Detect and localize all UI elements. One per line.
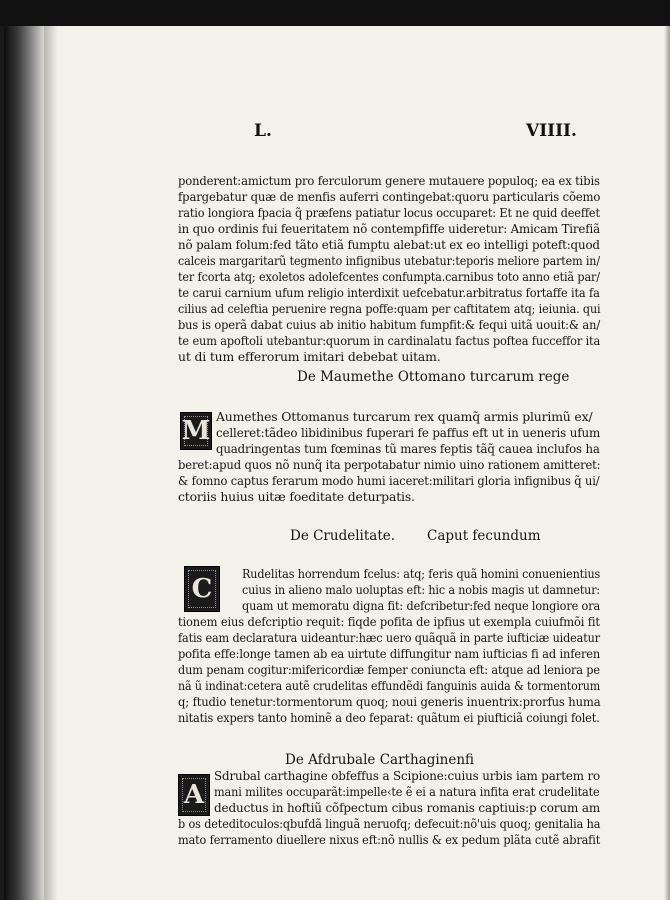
- text-line: mani milites occuparãt:impelle‹te ẽ ei a natura infita erat crudelitate: [214, 784, 600, 799]
- text-line: nitatis expers tanto hominẽ a deo feparat: quãtum ei piufticiã coiungi folet.: [178, 710, 600, 725]
- text-line: Rudelitas horrendum fcelus: atq; feris quã homini conuenientius: [242, 566, 601, 581]
- text-line: ratio longiora fpacia q̃ præfens patiatur locus occuparet: Et ne quid deeffet: [178, 205, 600, 220]
- text-line: nõ palam folum:fed tãto etiã fumptu alebat:ut ex eo intelligi poteft:quod: [178, 237, 600, 252]
- text-line: pofita effe:longe tamen ab ea uirtute diffungitur nam iufticias fi ad inferen: [178, 646, 601, 661]
- text-line: & fomno captus ferarum modo humi iaceret:militari gloria infignibus q̃ ui/: [178, 473, 600, 488]
- text-line: ponderent:amictum pro ferculorum genere mutauere populoq; ea ex tibis: [178, 173, 600, 188]
- text-line: mato ferramento diuellere nixus eft:nõ nullis & ex pedum plãta cutẽ abrafit: [178, 832, 601, 847]
- text-line: ctoriis huius uitæ foeditate deturpatis.: [178, 489, 415, 504]
- text-line: fpargebatur quæ de menfis auferri contingebat:quoru particularis cõemo: [178, 189, 601, 204]
- scan-border: [0, 0, 670, 26]
- text-line: Sdrubal carthagine obfeffus a Scipione:cuius urbis iam partem ro: [214, 768, 600, 783]
- text-line: nã ũ indinat:cetera autẽ crudelitas effundẽdi fanguinis auida & tormentorum: [178, 678, 601, 693]
- section-heading: De Afdrubale Carthaginenfi: [285, 752, 475, 768]
- text-line: fatis eam declaratura uideantur:hæc uero quãquã in parte iufticiæ uideatur: [178, 630, 600, 645]
- page-edge: [664, 26, 670, 900]
- text-line: bus is operã dabat cuius ab initio habitum fumpfit:& fequi uitã uouit:& an/: [178, 317, 601, 332]
- text-line: cuius in alieno malo uoluptas eft: hic a nobis magis ut damnetur:: [242, 582, 601, 597]
- decorated-initial: M: [180, 412, 212, 450]
- text-line: dum penam cogitur:mifericordiæ femper coniuncta eft: atque ad leniora pe: [178, 662, 600, 677]
- text-line: quam ut memoratu digna fit: defcribetur:fed neque longiore ora: [242, 598, 601, 613]
- folio-number: VIIII.: [526, 121, 577, 141]
- section-heading: De Maumethe Ottomano turcarum rege: [297, 369, 570, 385]
- book-page: [4, 26, 670, 900]
- text-line: cilius ad celeftia peruenire regna poffe:quam per caftitatem atq; ieiunia. qui: [178, 301, 601, 316]
- text-line: ter fcorta atq; exoletos adolefcentes confumpta.carnibus toto anno etiã par/: [178, 269, 600, 284]
- text-line: te eum apoftoli utebantur:quorum in cardinalatu factus poftea fucceffor ita: [178, 333, 601, 348]
- running-header-left: L.: [254, 121, 272, 141]
- chapter-heading: De Crudelitate.: [290, 528, 396, 544]
- text-line: q; ftudio tenetur:tormentorum quoq; noui generis inuentrix:prorfus huma: [178, 694, 601, 709]
- text-line: te carui carnium ufum religio interdixit uefcebatur.arbitratus fortaffe ita fa: [178, 285, 600, 300]
- text-line: deductus in hoftiũ cõfpectum cibus romanis captiuis:p corum am: [214, 800, 601, 815]
- decorated-initial: C: [184, 566, 220, 612]
- gutter-shadow: [44, 26, 58, 900]
- decorated-initial: A: [178, 774, 210, 816]
- text-line: calceis margaritarũ tegmento infignibus utebatur:teporis meliore partem in/: [178, 253, 600, 268]
- text-line: ut di tum efferorum imitari debebat uitam.: [178, 349, 441, 364]
- text-line: tionem eius defcriptio requit: fiqde pofita de ipfius ut exempla cuiufmõi fit: [178, 614, 600, 629]
- text-line: quadringentas tum fœminas tũ mares feptis tãq̃ cauea inclufos ha: [216, 441, 600, 456]
- book-binding: [4, 26, 44, 900]
- text-line: in quo ordinis fui feueritatem nõ contempfiffe uideretur: Amicam Tirefiã: [178, 221, 600, 236]
- text-line: Aumethes Ottomanus turcarum rex quamq̃ armis plurimũ ex/: [216, 409, 593, 424]
- text-line: beret:apud quos nõ nunq̃ ita perpotabatur nimio uino rationem amitteret:: [178, 457, 601, 472]
- text-line: celleret:tãdeo libidinibus fuperari fe paffus eft ut in ueneris ufum: [216, 425, 601, 440]
- text-line: b os deteditoculos:qbufdã linguã neruofq; defecuit:nõ'uis quoq; genitalia ha: [178, 816, 601, 831]
- chapter-number: Caput fecundum: [427, 528, 541, 544]
